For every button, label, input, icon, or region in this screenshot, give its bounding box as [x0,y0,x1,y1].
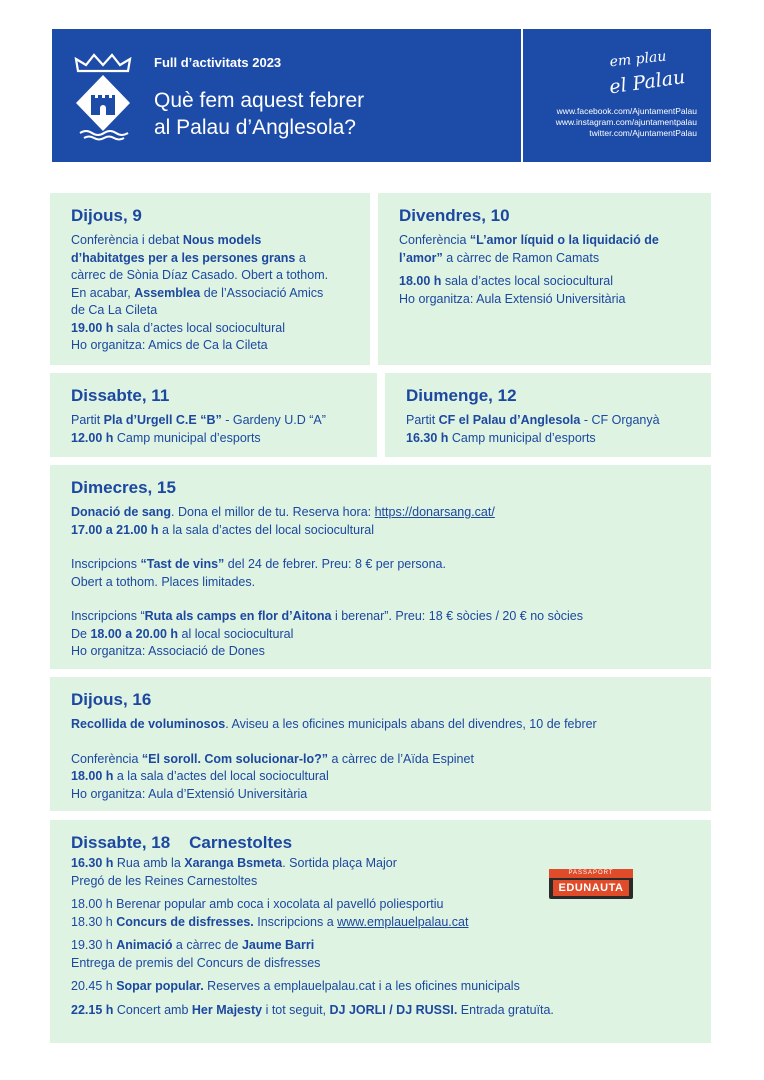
event-day: Dimecres, 15 [71,478,176,497]
header-banner [52,29,711,162]
town-crest-icon [72,51,134,141]
event-card-dimecres-15: Dimecres, 15 Donació de sang. Dona el millor de tu. Reserva hora: https://donarsang.cat/ 17.00 a 21.00 h a la sala d’actes del local sociocultural Inscripcions “Tast de vins” del 24 de febrer. Preu: 8 € per persona. Obert a tothom. Places limitades. Inscripcions “Ruta als camps en flor d’Aitona i berenar”. Preu: 18 € sòcies / 20 € no sòcies De 18.00 a 20.00 h al local sociocultural Ho organitza: Associació de Dones [50,465,711,669]
page-title: Què fem aquest febrer al Palau d’Anglesola? [154,89,365,139]
svg-text:em plau: em plau [608,48,668,71]
event-card-dijous-9: Dijous, 9 Conferència i debat Nous models d’habitatges per a les persones grans a càrrec de Sònia Díaz Casado. Obert a tothom. En acabar, Assemblea de l’Associació Amics de Ca La Cileta 19.00 h sala d’actes local sociocultural Ho organitza: Amics de Ca la Cileta [50,193,370,365]
header-divider [521,29,523,162]
facebook-link[interactable]: www.facebook.com/AjuntamentPalau [556,106,697,116]
instagram-link[interactable]: www.instagram.com/ajuntamentpalau [555,117,697,127]
event-card-dissabte-18: Dissabte, 18 Carnestoltes 16.30 h Rua amb la Xaranga Bsmeta. Sortida plaça Major Pregó de les Reines Carnestoltes 18.00 h Berenar popular amb coca i xocolata al pavelló poliesportiu 18.30 h Concurs de disfresses. Inscripcions a www.emplauelpalau.cat 19.30 h Animació a càrrec de Jaume Barri Entrega de premis del Concurs de disfresses 20.45 h Sopar popular. Reserves a emplauelpalau.cat i a les oficines municipals 22.15 h Concert amb Her Majesty i tot seguit, DJ JORLI / DJ RUSSI. Entrada gratuïta. [50,820,711,1043]
event-day: Dissabte, 11 [71,386,170,405]
header-subtitle: Full d’activitats 2023 [154,55,282,70]
event-day: Diumenge, 12 [406,386,517,405]
em-plau-el-palau-logo [602,45,702,105]
social-links [556,106,697,139]
event-card-divendres-10: Divendres, 10 Conferència “L’amor líquid o la liquidació de l’amor” a càrrec de Ramon Camats 18.00 h sala d’actes local sociocultural Ho organitza: Aula Extensió Universitària [378,193,711,365]
event-card-diumenge-12: Diumenge, 12 Partit CF el Palau d’Anglesola - CF Organyà 16.30 h Camp municipal d’esports [385,373,711,457]
event-day: Dijous, 16 [71,690,152,709]
twitter-link[interactable]: twitter.com/AjuntamentPalau [589,128,697,138]
event-day: Divendres, 10 [399,206,510,225]
event-card-dissabte-11: Dissabte, 11 Partit Pla d’Urgell C.E “B” - Gardeny U.D “A” 12.00 h Camp municipal d’esports [50,373,377,457]
svg-text:el Palau: el Palau [607,66,687,99]
passaport-edunauta-logo: PASSAPORT EDUNAUTA [549,869,633,899]
emplauelpalau-link[interactable]: www.emplauelpalau.cat [337,914,469,929]
event-card-dijous-16: Dijous, 16 Recollida de voluminosos. Aviseu a les oficines municipals abans del divendres, 10 de febrer Conferència “El soroll. Com solucionar-lo?” a càrrec de l’Aïda Espinet 18.00 h a la sala d’actes del local sociocultural Ho organitza: Aula d’Extensió Universitària [50,677,711,811]
donarsang-link[interactable]: https://donarsang.cat/ [374,505,495,519]
event-day: Dissabte, 18 Carnestoltes [71,833,293,852]
event-day: Dijous, 9 [71,206,142,225]
